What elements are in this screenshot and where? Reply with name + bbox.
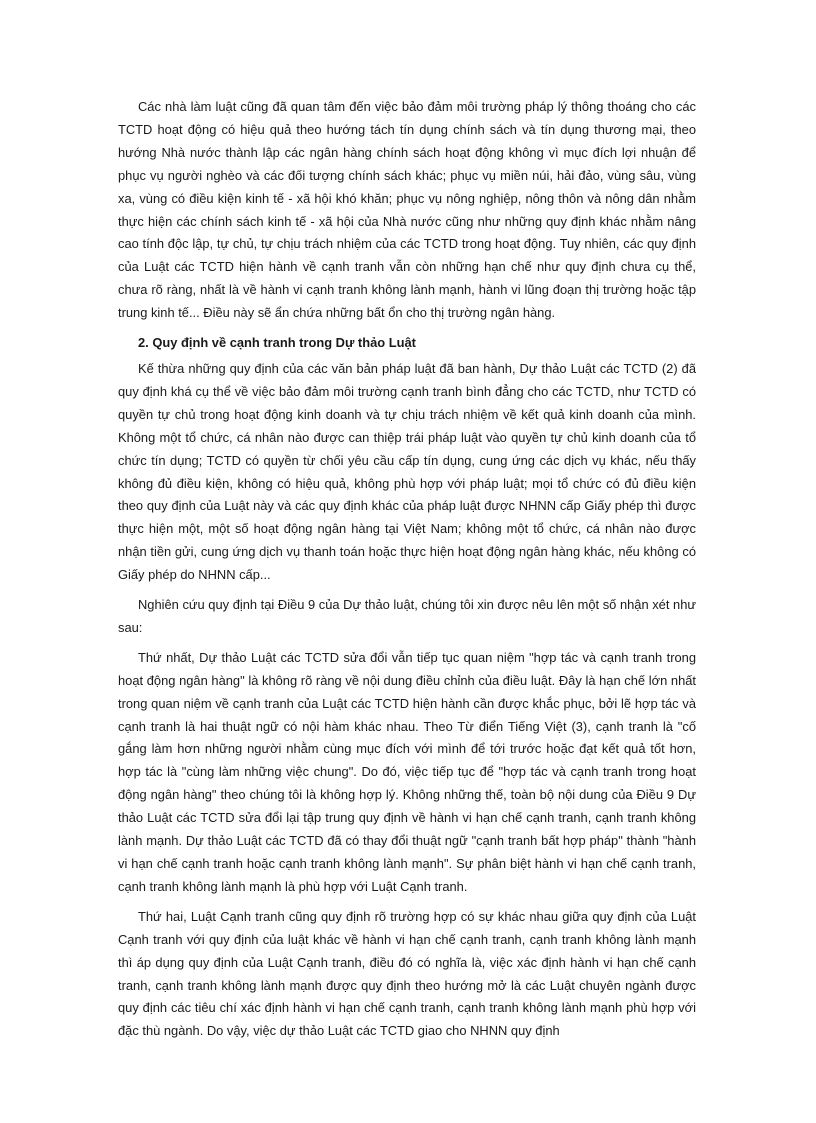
paragraph-legal-environment: Các nhà làm luật cũng đã quan tâm đến việc bảo đảm môi trường pháp lý thông thoáng cho các TCTD hoạt động có hiệu quả theo hướng tách tín dụng chính sách và tín dụng thương mại, theo hướng Nhà nước thành lập các ngân hàng chính sách hoạt động không vì mục đích lợi nhuận để phục vụ người nghèo và các đối tượng chính sách khác; phục vụ miền núi, hải đảo, vùng sâu, vùng xa, vùng có điều kiện kinh tế - xã hội khó khăn; phục vụ nông nghiệp, nông thôn và nông dân nhằm thực hiện các chính sách kinh tế - xã hội của Nhà nước cũng như những quy định khác nhằm nâng cao tính độc lập, tự chủ, tự chịu trách nhiệm của các TCTD trong hoạt động. Tuy nhiên, các quy định của Luật các TCTD hiện hành về cạnh tranh vẫn còn những hạn chế như quy định chưa cụ thể, chưa rõ ràng, nhất là về hành vi cạnh tranh không lành mạnh, hành vi lũng đoạn thị trường hoặc tập trung kinh tế... Điều này sẽ ẩn chứa những bất ổn cho thị trường ngân hàng. [118,99,696,321]
document-page [118,96,696,1050]
paragraph-first-remark: Thứ nhất, Dự thảo Luật các TCTD sửa đổi vẫn tiếp tục quan niệm "hợp tác và cạnh tranh trong hoạt động ngân hàng" là không rõ ràng về nội dung điều chỉnh của điều luật. Đây là hạn chế lớn nhất trong quan niệm về cạnh tranh của Luật các TCTD hiện hành cần được khắc phục, bởi lẽ hợp tác và cạnh tranh là hai thuật ngữ có nội hàm khác nhau. Theo Từ điển Tiếng Việt (3), cạnh tranh là "cố gắng làm hơn những người nhằm cùng mục đích với mình để tới trước hoặc đạt kết quả tốt hơn, hợp tác là "cùng làm những việc chung". Do đó, việc tiếp tục để "hợp tác và cạnh tranh trong hoạt động ngân hàng" theo chúng tôi là không hợp lý. Không những thế, toàn bộ nội dung của Điều 9 Dự thảo Luật các TCTD sửa đổi lại tập trung quy định về hành vi hạn chế cạnh tranh, cạnh tranh không lành mạnh. Dự thảo Luật các TCTD đã có thay đổi thuật ngữ "cạnh tranh bất hợp pháp" thành "hành vi hạn chế cạnh tranh hoặc cạnh tranh không lành mạnh". Sự phân biệt hành vi hạn chế cạnh tranh, cạnh tranh không lành mạnh là phù hợp với Luật Cạnh tranh. [118,649,696,894]
paragraph-draft-law: Kế thừa những quy định của các văn bản pháp luật đã ban hành, Dự thảo Luật các TCTD (2) đã quy định khá cụ thể về việc bảo đảm môi trường cạnh tranh bình đẳng cho các TCTD, như TCTD có quyền tự chủ trong hoạt động kinh doanh và tự chịu trách nhiệm về kết quả kinh doanh của mình. Không một tổ chức, cá nhân nào được can thiệp trái pháp luật vào quyền tự chủ kinh doanh của tổ chức tín dụng; TCTD có quyền từ chối yêu cầu cấp tín dụng, cung ứng các dịch vụ khác, nếu thấy không đủ điều kiện, không có hiệu quả, không phù hợp với pháp luật; mọi tổ chức có đủ điều kiện theo quy định của Luật này và các quy định khác của pháp luật được NHNN cấp Giấy phép thì được thực hiện một, một số hoạt động ngân hàng tại Việt Nam; không một tổ chức, cá nhân nào được nhận tiền gửi, cung ứng dịch vụ thanh toán hoặc thực hiện hoạt động ngân hàng khác, nếu không có Giấy phép do NHNN cấp... [118,360,696,583]
paragraph-second-remark: Thứ hai, Luật Cạnh tranh cũng quy định rõ trường hợp có sự khác nhau giữa quy định của Luật Cạnh tranh với quy định của luật khác về hành vi hạn chế cạnh tranh, cạnh tranh không lành mạnh thì áp dụng quy định của Luật Cạnh tranh, điều đó có nghĩa là, việc xác định hành vi hạn chế cạnh tranh, cạnh tranh không lành mạnh được quy định theo hướng mở là các Luật chuyên ngành được quy định các tiêu chí xác định hành vi hạn chế cạnh tranh, cạnh tranh không lành mạnh phù hợp với đặc thù ngành. Do vậy, việc dự thảo Luật các TCTD giao cho NHNN quy định [118,908,696,1039]
section-heading: 2. Quy định về cạnh tranh trong Dự thảo Luật [138,335,416,351]
paragraph-article-9: Nghiên cứu quy định tại Điều 9 của Dự thảo luật, chúng tôi xin được nêu lên một số nhận xét như sau: [118,597,696,635]
